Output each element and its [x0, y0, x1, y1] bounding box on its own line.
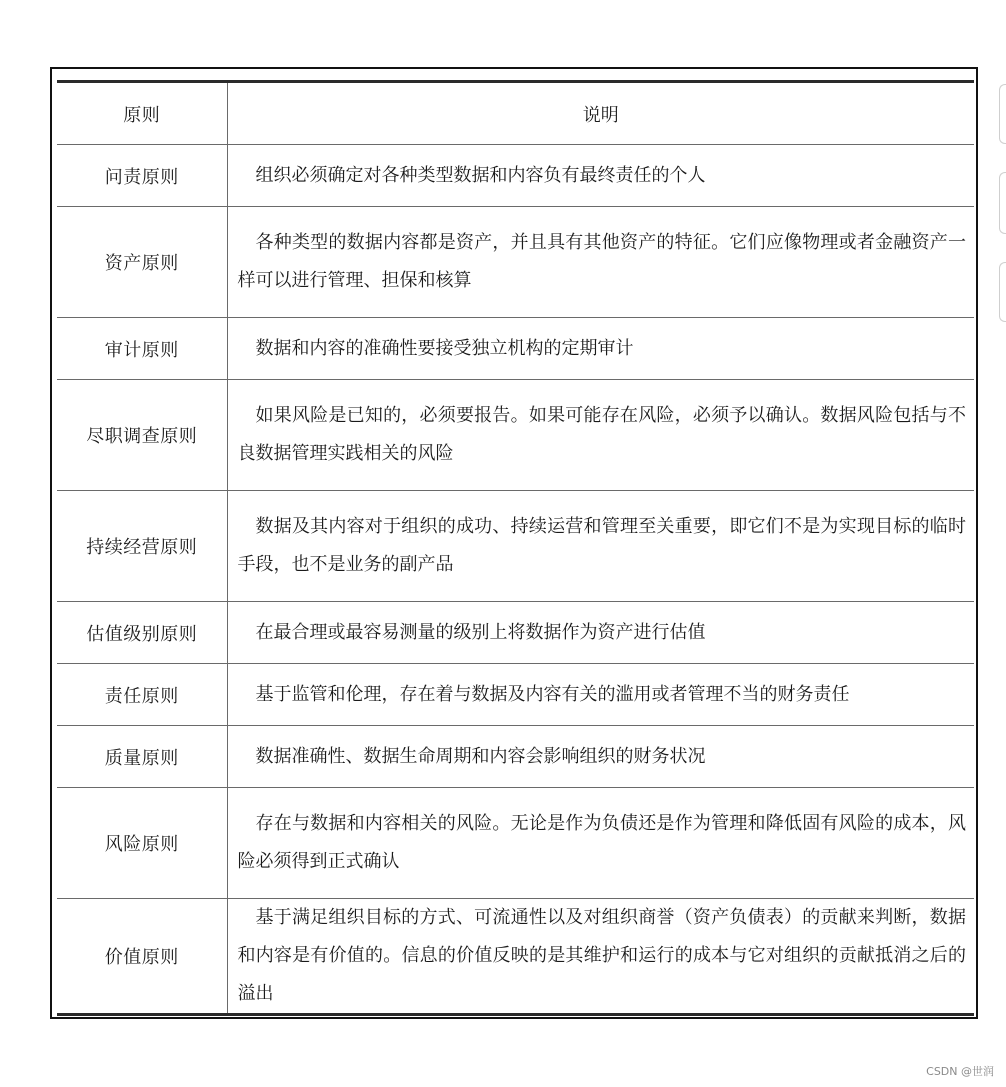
side-tab[interactable]: [999, 262, 1006, 322]
description-cell: 数据准确性、数据生命周期和内容会影响组织的财务状况: [227, 726, 974, 788]
description-cell: 在最合理或最容易测量的级别上将数据作为资产进行估值: [227, 602, 974, 664]
description-cell: 数据及其内容对于组织的成功、持续运营和管理至关重要，即它们不是为实现目标的临时手段，也不是业务的副产品: [227, 491, 974, 602]
table-row: [57, 602, 974, 664]
document-frame: [50, 67, 978, 1019]
principle-cell: 风险原则: [57, 788, 227, 899]
description-cell: 数据和内容的准确性要接受独立机构的定期审计: [227, 318, 974, 380]
principle-cell: 质量原则: [57, 726, 227, 788]
table-row: [57, 664, 974, 726]
watermark: CSDN @世润: [926, 1065, 994, 1078]
principle-cell: 估值级别原则: [57, 602, 227, 664]
description-cell: 如果风险是已知的，必须要报告。如果可能存在风险，必须予以确认。数据风险包括与不良数据管理实践相关的风险: [227, 380, 974, 491]
description-cell: 基于满足组织目标的方式、可流通性以及对组织商誉（资产负债表）的贡献来判断，数据和内容是有价值的。信息的价值反映的是其维护和运行的成本与它对组织的贡献抵消之后的溢出: [237, 907, 966, 1004]
table-row: [57, 788, 974, 899]
table-row: [57, 380, 974, 491]
description-cell: 组织必须确定对各种类型数据和内容负有最终责任的个人: [227, 145, 974, 207]
table-row: [57, 726, 974, 788]
header-principle: 原则: [57, 83, 227, 145]
principle-cell: 价值原则: [57, 899, 227, 1014]
description-cell: 基于监管和伦理，存在着与数据及内容有关的滥用或者管理不当的财务责任: [227, 664, 974, 726]
principle-cell: 尽职调查原则: [57, 380, 227, 491]
description-cell: 各种类型的数据内容都是资产，并且具有其他资产的特征。它们应像物理或者金融资产一样可以进行管理、担保和核算: [227, 207, 974, 318]
principle-cell: 责任原则: [57, 664, 227, 726]
principle-cell: 资产原则: [57, 207, 227, 318]
description-cell: 存在与数据和内容相关的风险。无论是作为负债还是作为管理和降低固有风险的成本，风险必须得到正式确认: [227, 788, 974, 899]
principles-table-wrapper: [57, 80, 974, 1016]
table-row: [57, 899, 974, 1014]
principle-cell: 审计原则: [57, 318, 227, 380]
table-row: [57, 207, 974, 318]
header-description: 说明: [227, 83, 974, 145]
principle-cell: 持续经营原则: [57, 491, 227, 602]
side-tab[interactable]: [999, 172, 1006, 234]
table-row: [57, 145, 974, 207]
table-row: [57, 491, 974, 602]
principle-cell: 问责原则: [57, 145, 227, 207]
table-header-row: [57, 83, 974, 145]
side-tab[interactable]: [999, 84, 1006, 144]
principles-table: [57, 83, 974, 1013]
table-row: [57, 318, 974, 380]
